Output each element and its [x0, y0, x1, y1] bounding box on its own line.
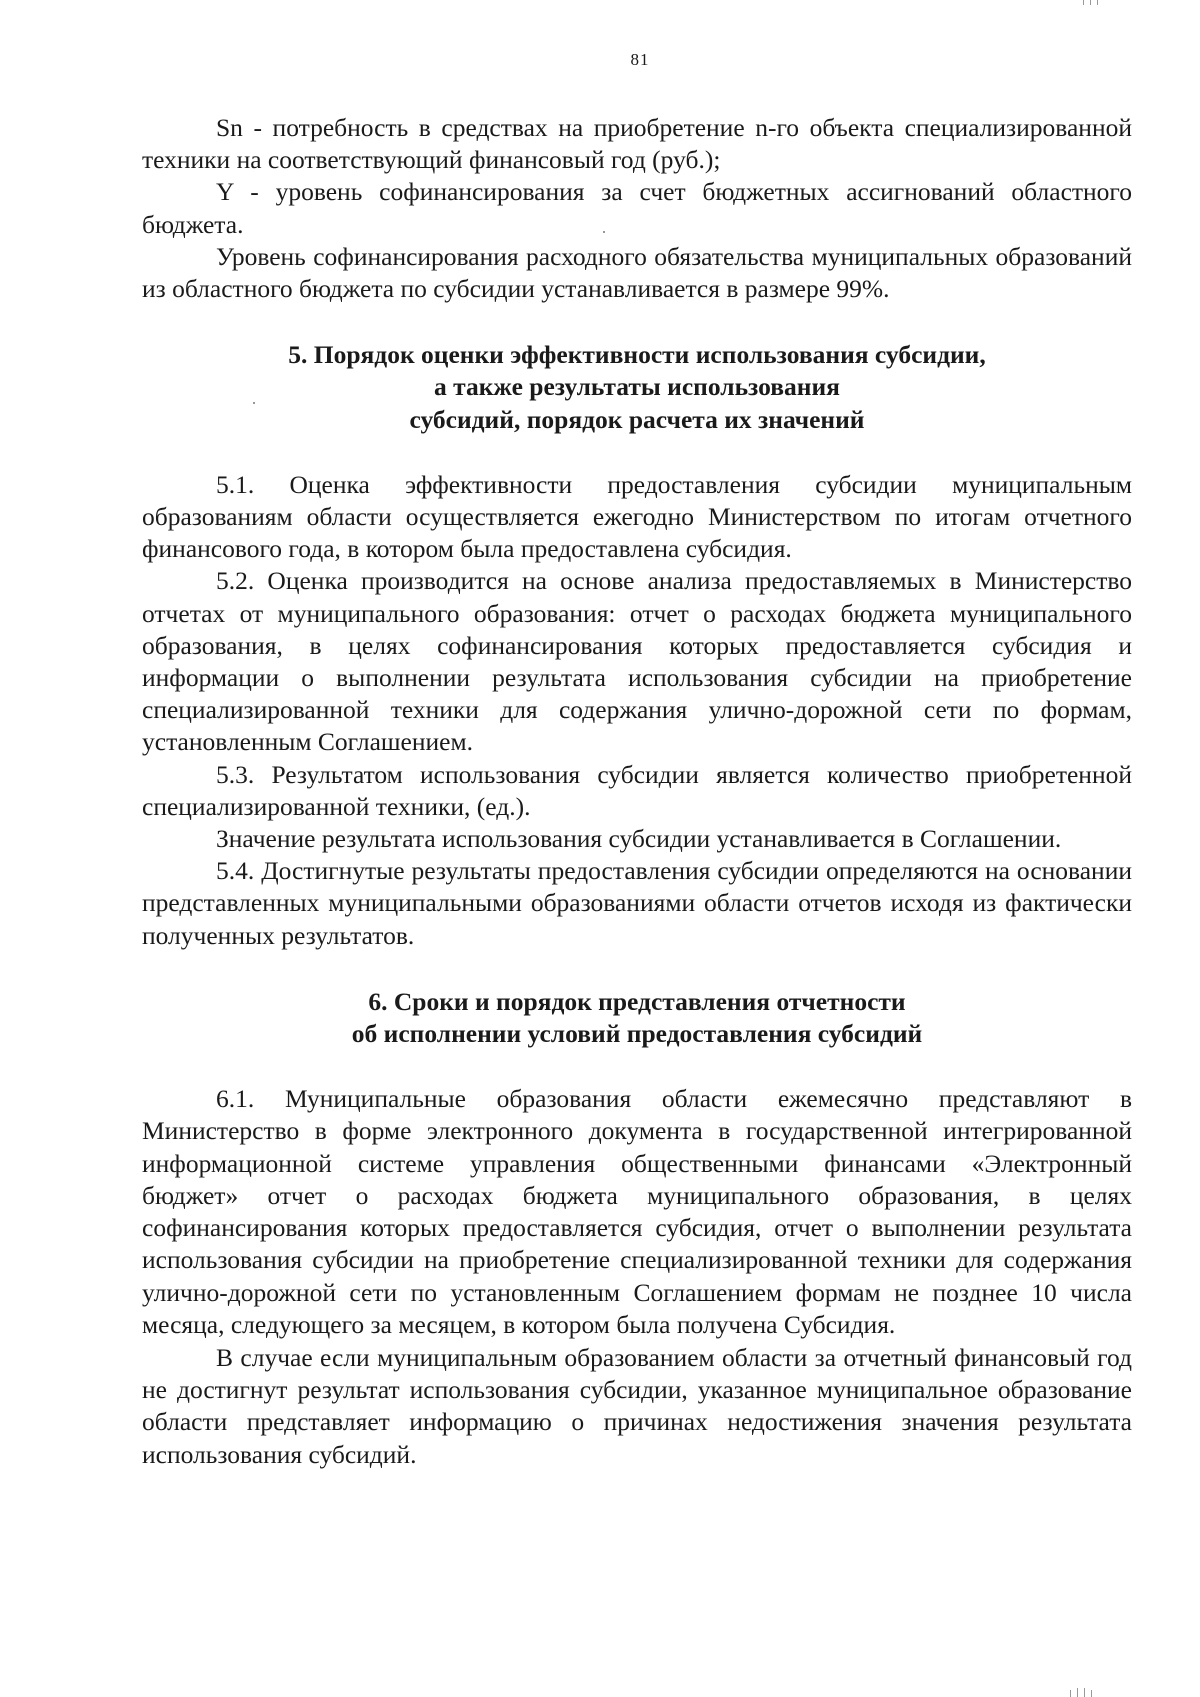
- paragraph: Значение результата использования субсидии устанавливается в Соглашении.: [216, 824, 1062, 854]
- paragraph-5-1: 5.1. Оценка эффективности предоставления субсидии муниципальным образованиям области осуществляется ежегодно Министерством по итогам отчетного финансового года, в котором была предоставлена субсидия.: [142, 469, 1132, 564]
- section-5-heading: [142, 339, 1132, 436]
- paragraph-6-1: 6.1. Муниципальные образования области ежемесячно представляют в Министерство в форме электронного документа в государственной интегрированной информационной системе управления общественными финансами «Электронный бюджет» отчет о расходах бюджета муниципального образования, в целях софинансирования которых предоставляется субсидия, отчет о выполнении результата использования субсидии на приобретение специализированной техники для содержания улично-дорожной сети по установленным Соглашением формам не позднее 10 числа месяца, следующего за месяцем, в котором была получена Субсидия.: [142, 1084, 1132, 1339]
- heading-line: а также результаты использования: [434, 372, 840, 402]
- scan-edge-mark: [1070, 1690, 1071, 1697]
- scan-edge-mark: [1084, 1688, 1085, 1697]
- heading-line: об исполнении условий предоставления субсидий: [351, 1019, 923, 1049]
- section-6-heading: [142, 986, 1132, 1050]
- page-number: 81: [630, 50, 650, 69]
- paragraph-5-4: 5.4. Достигнутые результаты предоставления субсидии определяются на основании представленных муниципальными образованиями области отчетов исходя из фактически полученных результатов.: [142, 856, 1132, 950]
- paragraph-5-3: 5.3. Результатом использования субсидии является количество приобретенной специализированной техники, (ед.).: [142, 759, 1132, 821]
- document-body: [142, 112, 1132, 1471]
- paragraph-5-2: 5.2. Оценка производится на основе анализа предоставляемых в Министерство отчетах от муниципального образования: отчет о расходах бюджета муниципального образования, в целях софинансирования которых предоставляется субсидия и информации о выполнении результата использования субсидии на приобретение специализированной техники для содержания улично-дорожной сети по формам, установленным Соглашением.: [142, 566, 1132, 757]
- scan-speck: [253, 402, 255, 404]
- scan-edge-mark: [1091, 1690, 1092, 1697]
- scan-speck: [603, 231, 605, 233]
- paragraph: Y - уровень софинансирования за счет бюджетных ассигнований областного бюджета.: [142, 177, 1132, 239]
- scan-edge-mark: [1090, 0, 1091, 5]
- scan-edge-mark: [1077, 1688, 1078, 1697]
- paragraph: Sn - потребность в средствах на приобретение n-го объекта специализированной техники на соответствующий финансовый год (руб.);: [142, 113, 1132, 175]
- paragraph: Уровень софинансирования расходного обязательства муниципальных образований из областного бюджета по субсидии устанавливается в размере 99%.: [142, 241, 1132, 304]
- scan-edge-mark: [1083, 0, 1084, 5]
- heading-line: 5. Порядок оценки эффективности использования субсидии,: [288, 340, 986, 370]
- paragraph: В случае если муниципальным образованием области за отчетный финансовый год не достигнут результат использования субсидии, указанное муниципальное образование области представляет информацию о причинах недостижения значения результата использования субсидий.: [142, 1342, 1132, 1469]
- heading-line: 6. Сроки и порядок представления отчетности: [368, 986, 906, 1016]
- scan-edge-mark: [1097, 0, 1098, 5]
- heading-line: субсидий, порядок расчета их значений: [409, 404, 865, 434]
